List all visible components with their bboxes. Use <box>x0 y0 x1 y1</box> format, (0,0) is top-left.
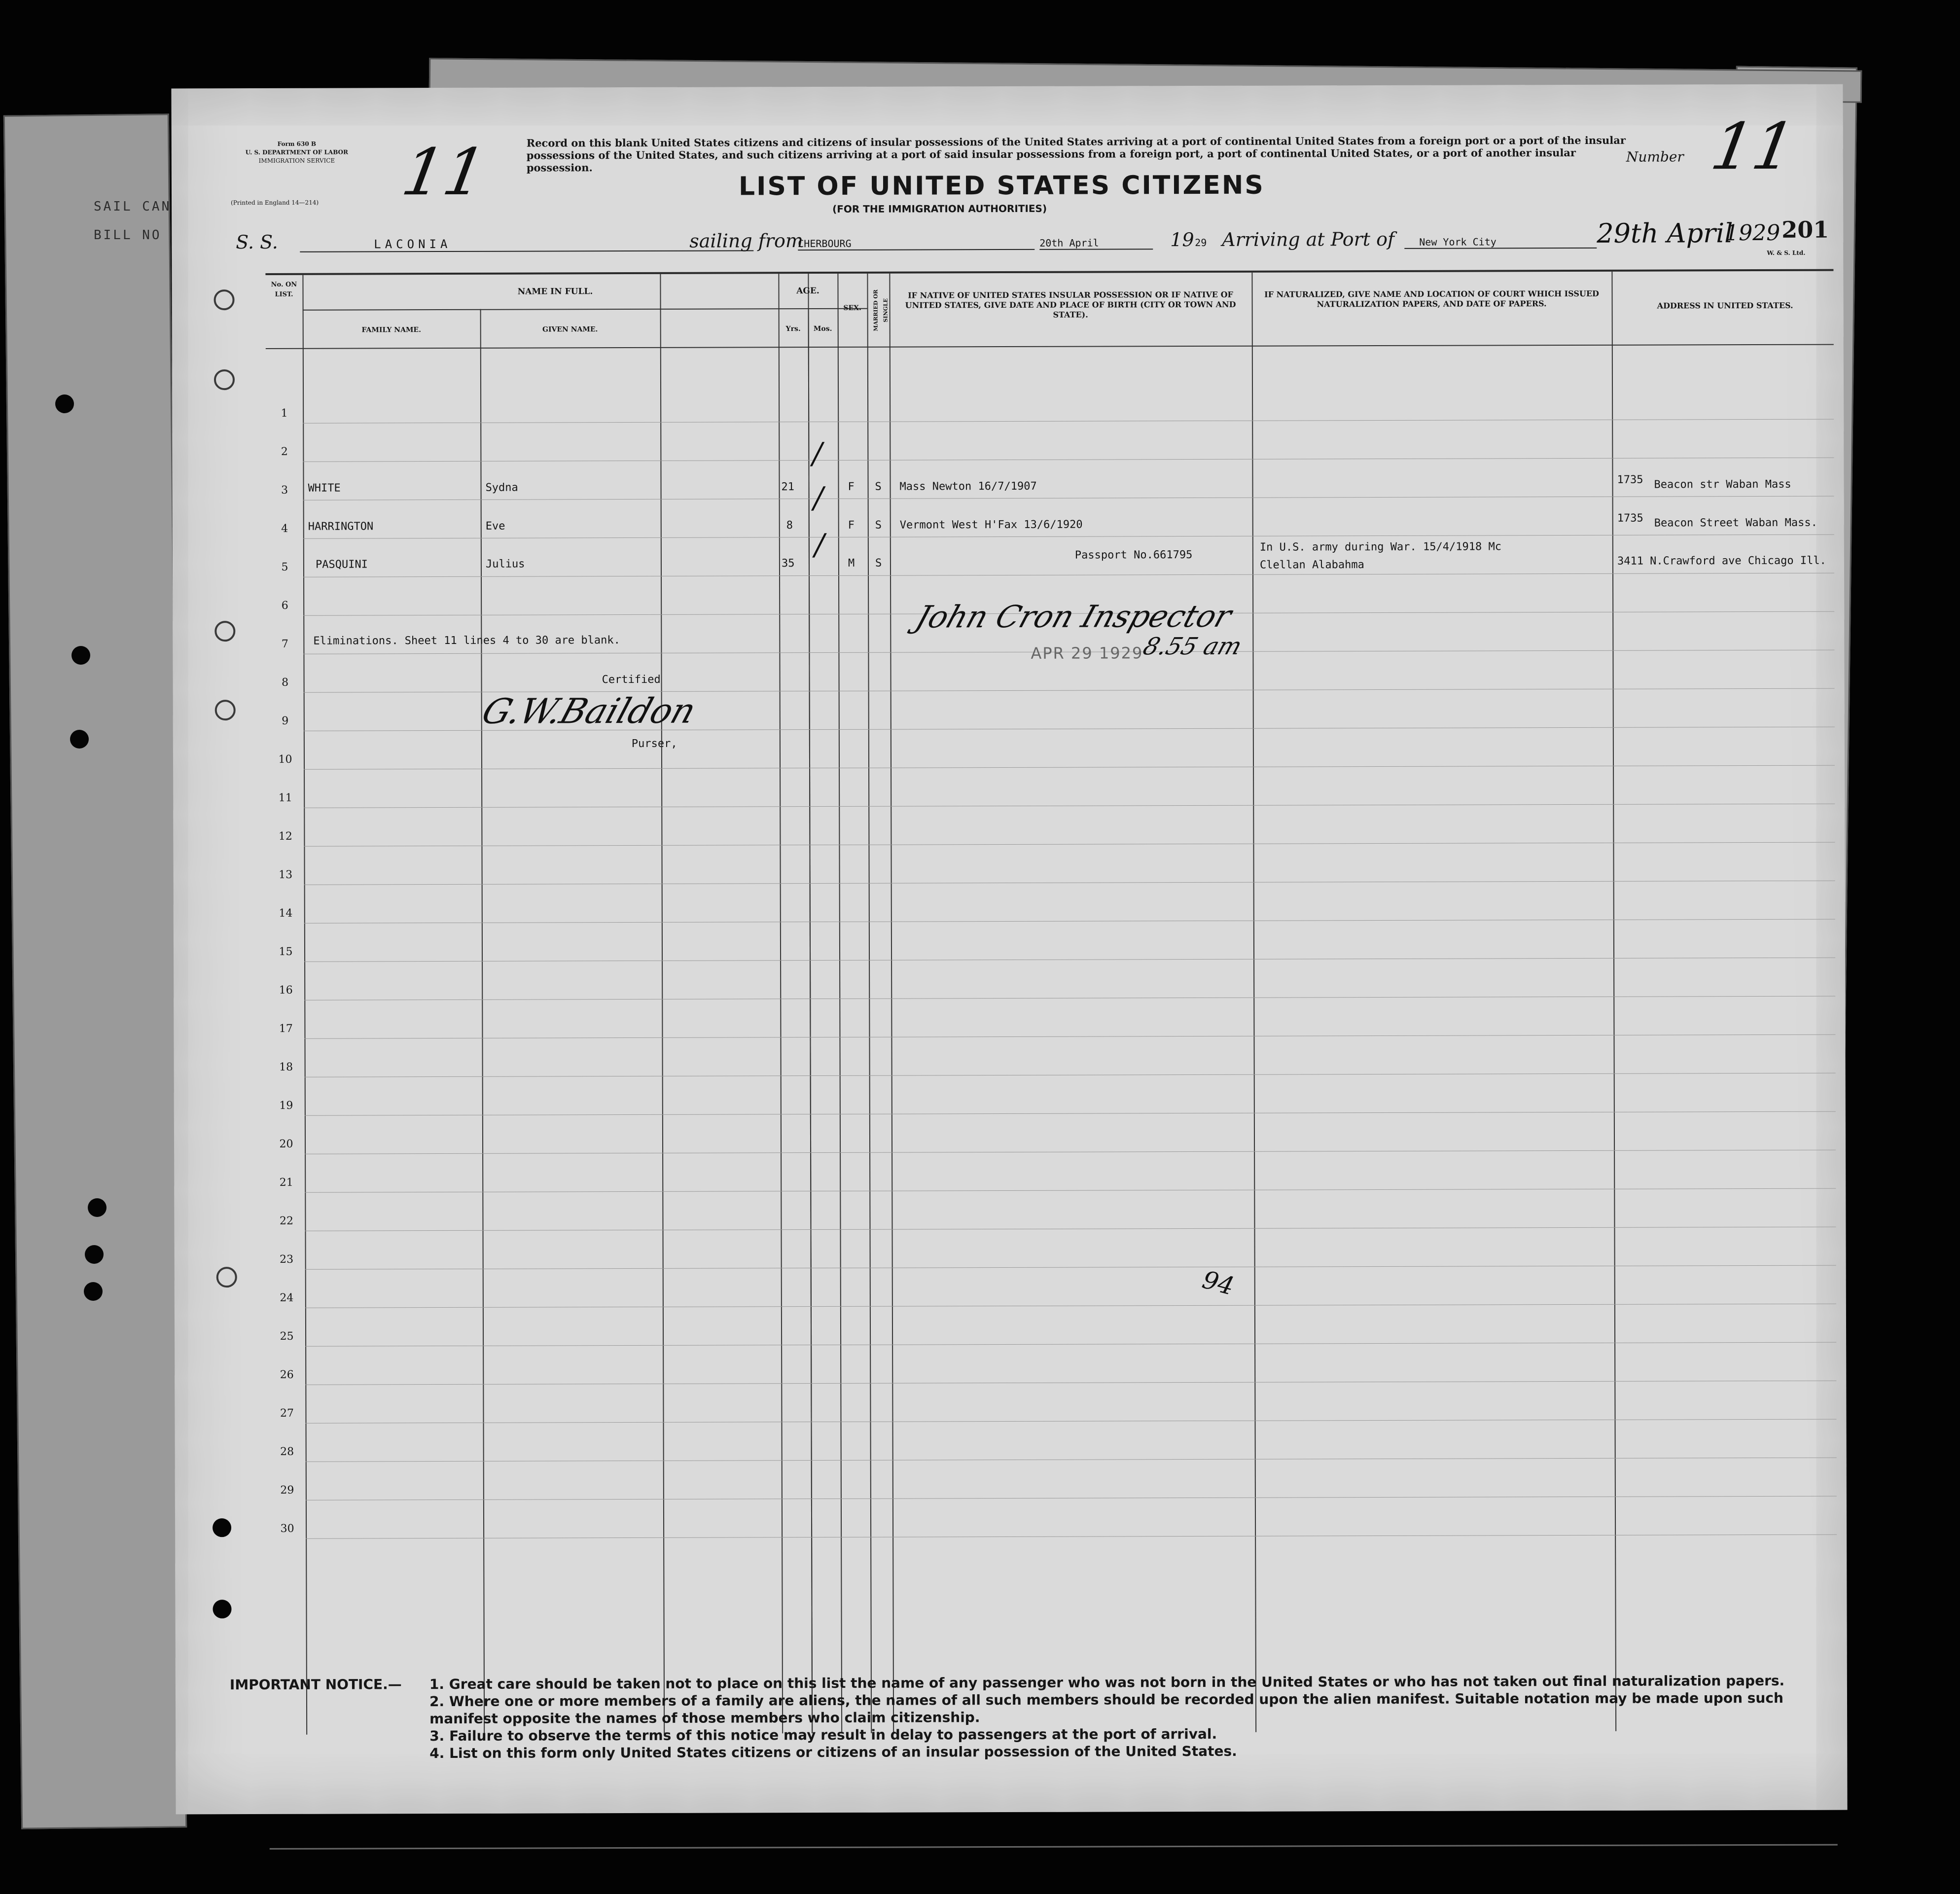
row-number: 27 <box>280 1407 294 1420</box>
row-rule <box>305 1227 1836 1231</box>
ss-label: S. S. <box>236 231 278 253</box>
row-number: 14 <box>279 907 293 920</box>
certified-label: Certified <box>602 673 661 686</box>
row-number: 20 <box>279 1138 293 1150</box>
row-rule <box>304 919 1835 924</box>
row-rule <box>306 1458 1837 1462</box>
row-rule <box>305 1265 1836 1270</box>
document-subtitle: (FOR THE IMMIGRATION AUTHORITIES) <box>832 202 1047 215</box>
date-from: 20th April <box>1039 237 1153 250</box>
ship-name: LACONIA <box>300 236 753 252</box>
left-scrap-1: SAIL CAN <box>94 199 172 214</box>
punch-hole <box>70 730 89 749</box>
row-number: 5 <box>281 561 288 573</box>
punch-hole <box>85 1245 104 1264</box>
row-number: 19 <box>279 1099 293 1112</box>
header-bottom-rule <box>266 344 1834 349</box>
column-rule <box>889 274 894 1733</box>
entry-address: Beacon str Waban Mass <box>1654 478 1791 491</box>
row-rule <box>303 458 1834 462</box>
arrival-date-handwritten: 29th April <box>1597 217 1733 249</box>
department-name: U. S. DEPARTMENT OF LABOR <box>245 148 349 156</box>
row-rule <box>305 1111 1836 1116</box>
row-number: 12 <box>278 830 292 843</box>
entry-family-name: WHITE <box>308 482 341 495</box>
page-stamp-number: 201 <box>1782 216 1829 243</box>
eliminations-note: Eliminations. Sheet 11 lines 4 to 30 are blank. <box>313 634 620 647</box>
entry-address-number: 1735 <box>1617 512 1643 525</box>
col-head-sex: SEX. <box>843 304 861 312</box>
row-number: 26 <box>280 1368 294 1381</box>
left-margin-scraps <box>94 192 171 250</box>
punch-hole <box>214 621 235 642</box>
row-rule <box>305 1073 1836 1077</box>
row-number: 2 <box>281 445 288 458</box>
entry-given-name: Julius <box>485 558 525 571</box>
entry-marital-status: S <box>875 480 882 493</box>
col-head-name-in-full-text: NAME IN FULL. <box>517 286 593 297</box>
year-suffix: 29 <box>1195 236 1207 249</box>
row-number: 25 <box>280 1330 294 1343</box>
notice-list <box>429 1672 1825 1762</box>
entry-address: 3411 N.Crawford ave Chicago Ill. <box>1617 554 1826 568</box>
entry-address-number: 1735 <box>1617 473 1643 486</box>
row-rule <box>305 1304 1836 1308</box>
entry-sex: M <box>848 557 855 570</box>
handwritten-number: 11 <box>1706 108 1801 184</box>
handwritten-list-number: 11 <box>396 134 492 210</box>
row-number: 24 <box>280 1291 294 1304</box>
punch-hole <box>214 369 235 390</box>
manifest-sheet <box>171 84 1847 1815</box>
left-scrap-2: BILL NO <box>94 228 162 243</box>
punch-hole <box>71 646 90 665</box>
printer-mark: W. & S. Ltd. <box>1767 249 1806 256</box>
document-title: LIST OF UNITED STATES CITIZENS <box>738 170 1265 202</box>
column-rule <box>867 274 872 1733</box>
column-rule <box>660 274 665 1734</box>
notice-item: 1. Great care should be taken not to place on this list the name of any passenger who was not born in the United States or who has not taken out final naturalization papers. <box>429 1672 1785 1693</box>
punch-hole <box>213 1600 231 1618</box>
col-head-address: ADDRESS IN UNITED STATES. <box>1657 300 1793 311</box>
col-head-family-name: FAMILY NAME. <box>361 326 421 334</box>
row-number: 3 <box>281 484 288 497</box>
col-head-married-or-single: MARRIED OR SINGLE <box>872 289 889 332</box>
row-number: 1 <box>281 407 288 420</box>
inspector-time: 8.55 am <box>1140 632 1246 661</box>
form-instructions: Record on this blank United States citizens and citizens of insular possessions of the United States arriving at a port of continental United States from a foreign port or a port of the insular possessions of the United States, and such citizens arriving at a port of said insular possessions from a foreign port, a port of continental United States, or a port of another insular possession. <box>526 134 1626 174</box>
entry-sex: F <box>848 519 855 532</box>
row-rule <box>303 496 1834 500</box>
entry-naturalized: In U.S. army during War. 15/4/1918 Mc Clellan Alabahma <box>1259 540 1501 572</box>
row-number: 17 <box>279 1022 293 1035</box>
arriving-label: Arriving at Port of <box>1222 228 1395 250</box>
row-number: 11 <box>278 791 292 804</box>
form-number: Form 630 B <box>277 140 317 147</box>
column-rule <box>1611 272 1616 1731</box>
row-number: 9 <box>282 715 289 727</box>
ship-name-field <box>300 230 753 252</box>
number-label: Number <box>1626 148 1684 165</box>
form-department-block <box>246 140 348 166</box>
column-rule <box>837 274 842 1733</box>
year-prefix: 19 <box>1170 229 1194 251</box>
row-number: 18 <box>279 1061 293 1073</box>
date-from-field <box>1039 229 1153 251</box>
row-number: 21 <box>279 1176 293 1189</box>
column-rule <box>1251 273 1256 1732</box>
entry-passport: Passport No.661795 <box>1074 549 1193 562</box>
date-stamp: APR 29 1929 <box>1031 643 1143 663</box>
row-number: 16 <box>279 984 293 997</box>
tick-mark: / <box>814 527 825 563</box>
row-number: 8 <box>282 676 289 689</box>
port-to: New York City <box>1404 236 1597 249</box>
row-rule <box>303 419 1834 424</box>
port-from: CHERBOURG <box>798 237 1034 250</box>
row-rule <box>306 1496 1837 1501</box>
entry-age-yrs: 21 <box>781 481 795 494</box>
row-number: 28 <box>280 1445 294 1458</box>
entry-sex: F <box>848 480 855 493</box>
col-head-birth: IF NATIVE OF UNITED STATES INSULAR POSSESSION OR IF NATIVE OF UNITED STATES, GIVE DATE AND PLACE OF BIRTH (CITY OR TOWN AND STATE). <box>905 289 1236 320</box>
row-rule <box>305 1150 1836 1154</box>
notice-label: IMPORTANT NOTICE.— <box>229 1676 402 1693</box>
punch-hole <box>84 1282 103 1301</box>
entry-address: Beacon Street Waban Mass. <box>1654 516 1817 530</box>
row-number: 15 <box>279 945 293 958</box>
entry-age-yrs: 35 <box>781 557 795 570</box>
row-rule <box>304 881 1835 885</box>
col-head-no-on-list: No. ON LIST. <box>271 281 297 298</box>
port-to-field <box>1404 228 1597 250</box>
column-rule <box>808 308 813 1733</box>
row-rule <box>303 535 1834 539</box>
col-head-yrs: Yrs. <box>785 325 801 333</box>
col-head-age: AGE. <box>796 286 820 296</box>
arrival-year-handwritten: 1929 <box>1725 220 1781 246</box>
row-rule <box>304 842 1835 847</box>
punch-hole <box>55 394 74 413</box>
punch-hole <box>213 1518 231 1537</box>
entry-age-yrs: 8 <box>786 519 793 532</box>
port-from-field <box>798 229 1034 251</box>
row-rule <box>303 573 1834 577</box>
punch-hole <box>215 700 236 720</box>
notice-item: 4. List on this form only United States citizens or citizens of an insular possession of the United States. <box>429 1743 1237 1762</box>
col-head-mos: Mos. <box>813 324 832 333</box>
row-rule <box>305 1188 1836 1193</box>
inspector-signature: John Cron Inspector <box>911 598 1237 635</box>
service-name: IMMIGRATION SERVICE <box>258 157 335 164</box>
entry-family-name: PASQUINI <box>315 558 368 571</box>
header-divider <box>303 308 867 311</box>
table-bottom-rule <box>270 1844 1838 1850</box>
punch-hole <box>216 1267 237 1287</box>
entry-birth: Vermont West H'Fax 13/6/1920 <box>899 518 1083 532</box>
row-rule <box>304 996 1835 1001</box>
row-number: 23 <box>280 1253 294 1266</box>
column-rule <box>302 275 307 1735</box>
row-rule <box>305 1342 1836 1347</box>
row-number: 4 <box>281 522 288 535</box>
purser-signature: G.W.Baildon <box>477 690 701 732</box>
row-rule <box>304 958 1835 962</box>
punch-hole <box>88 1198 107 1217</box>
row-number: 22 <box>279 1215 293 1227</box>
notice-item: 3. Failure to observe the terms of this notice may result in delay to passengers at the port of arrival. <box>429 1725 1217 1745</box>
row-number: 6 <box>281 599 288 612</box>
entry-marital-status: S <box>875 557 882 570</box>
col-head-name-in-full <box>302 286 808 297</box>
col-head-naturalized: IF NATURALIZED, GIVE NAME AND LOCATION OF COURT WHICH ISSUED NATURALIZATION PAPERS, AND DATE OF PAPERS. <box>1264 288 1599 309</box>
entry-given-name: Sydna <box>485 481 518 494</box>
row-rule <box>305 1381 1836 1385</box>
punch-hole <box>214 289 234 310</box>
entry-birth: Mass Newton 16/7/1907 <box>899 480 1037 493</box>
notice-item: 2. Where one or more members of a family are aliens, the names of all such members should be recorded upon the alien manifest. Suitable notation may be made upon such manifest opposite the names of those members who claim citizenship. <box>429 1689 1783 1727</box>
underlying-sheet-left <box>3 113 187 1829</box>
sailing-from-label: sailing from <box>689 230 803 252</box>
row-number: 7 <box>281 638 288 650</box>
manifest-table <box>265 269 1837 1735</box>
entry-family-name: HARRINGTON <box>308 520 374 533</box>
entry-given-name: Eve <box>485 520 505 533</box>
page-number-handwritten: 94 <box>1199 1265 1237 1301</box>
purser-label: Purser, <box>631 737 677 750</box>
row-number: 10 <box>278 753 292 766</box>
row-rule <box>306 1535 1837 1539</box>
printed-in-note: (Printed in England 14—214) <box>231 199 319 207</box>
column-rule <box>480 309 485 1734</box>
tick-mark: / <box>813 480 823 516</box>
row-rule <box>304 804 1835 808</box>
row-rule <box>304 765 1835 770</box>
row-rule <box>304 1035 1835 1039</box>
entry-marital-status: S <box>875 519 882 532</box>
row-number: 13 <box>279 868 293 881</box>
row-number: 29 <box>280 1484 294 1497</box>
row-number: 30 <box>280 1522 294 1535</box>
row-rule <box>306 1419 1837 1424</box>
col-head-given-name: GIVEN NAME. <box>542 325 598 334</box>
tick-mark: / <box>812 436 822 471</box>
